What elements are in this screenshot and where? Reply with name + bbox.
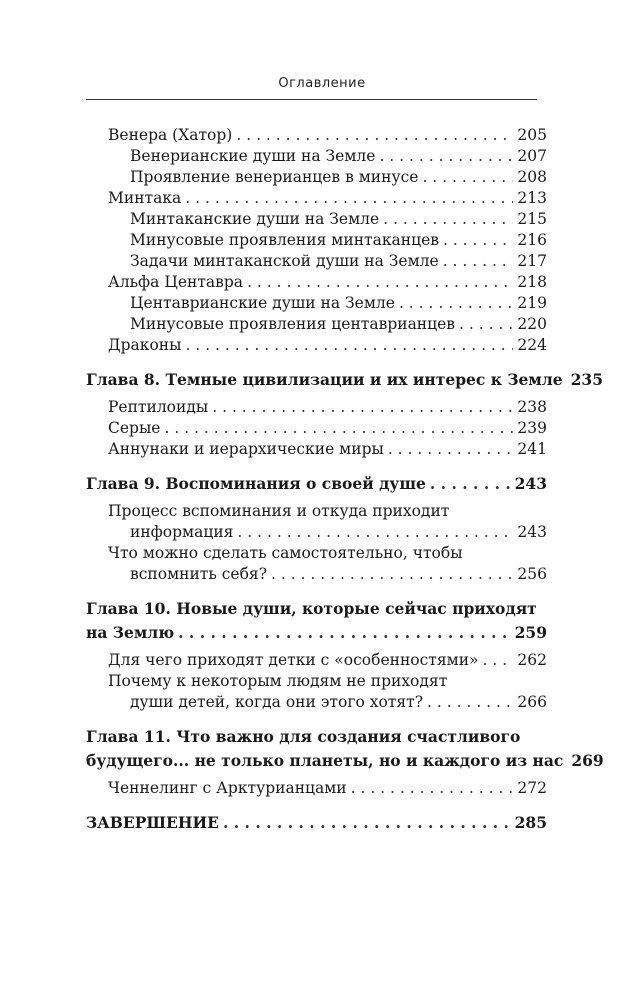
- toc-entry-page: 224: [517, 336, 547, 354]
- toc-entry-mintaka-tasks[interactable]: [86, 251, 547, 272]
- leader-dots: [236, 125, 513, 146]
- toc-entry-page: 262: [517, 651, 547, 669]
- toc-entry-why-not-line1[interactable]: Почему к некоторым людям не приходят: [108, 672, 448, 690]
- leader-dots: [178, 622, 511, 643]
- toc-entry-alpha-centauri[interactable]: [86, 272, 547, 293]
- leader-dots: [247, 272, 513, 293]
- running-header: Оглавление: [278, 76, 366, 91]
- toc-entry-venus-minus[interactable]: [86, 167, 547, 188]
- toc-chapter-page: 285: [514, 813, 547, 832]
- toc-entry-page: 243: [517, 523, 547, 541]
- toc-chapter-title: будущего... не только планеты, но и каждого из нас: [86, 751, 564, 770]
- toc-entry-page: 218: [517, 273, 547, 291]
- toc-chapter-11-line1[interactable]: Глава 11. Что важно для создания счастливого: [86, 727, 521, 746]
- leader-dots: [459, 314, 513, 335]
- leader-dots: [399, 293, 513, 314]
- leader-dots: [185, 335, 513, 356]
- toc-entry-anunnaki[interactable]: [86, 439, 547, 460]
- toc-chapter-page: 259: [514, 623, 547, 642]
- leader-dots: [212, 397, 513, 418]
- toc-entry-page: 238: [517, 398, 547, 416]
- toc-entry-title: Проявление венерианцев в минусе: [130, 168, 419, 186]
- toc-chapter-page: 269: [571, 751, 604, 770]
- toc-entry-title: Для чего приходят детки с «особенностями»: [108, 651, 479, 669]
- toc-entry-title: Венерианские души на Земле: [130, 147, 376, 165]
- toc-entry-page: 239: [517, 419, 547, 437]
- leader-dots: [185, 188, 513, 209]
- toc-chapter-11[interactable]: [86, 750, 604, 774]
- toc-entry-title: Минтаканские души на Земле: [130, 210, 380, 228]
- toc-entry-reptiloids[interactable]: [86, 397, 547, 418]
- toc-entry-title: информация: [130, 523, 234, 541]
- toc-entry-title: Венера (Хатор): [108, 126, 233, 144]
- toc-entry-page: 219: [517, 294, 547, 312]
- toc-entry-page: 208: [517, 168, 547, 186]
- leader-dots: [430, 473, 511, 494]
- toc-entry-page: 213: [517, 189, 547, 207]
- toc-entry-title: Задачи минтаканской души на Земле: [130, 252, 439, 270]
- toc-entry-venus-souls[interactable]: [86, 146, 547, 167]
- leader-dots: [237, 522, 513, 543]
- table-of-contents: [86, 125, 604, 836]
- toc-entry-title: Аннунаки и иерархические миры: [108, 440, 384, 458]
- toc-entry-venus[interactable]: [86, 125, 547, 146]
- toc-entry-greys[interactable]: [86, 418, 547, 439]
- leader-dots: [427, 692, 513, 713]
- toc-entry-what[interactable]: [86, 564, 547, 585]
- leader-dots: [164, 418, 513, 439]
- leader-dots: [443, 251, 514, 272]
- leader-dots: [271, 564, 513, 585]
- toc-entry-mintaka-minus[interactable]: [86, 230, 547, 251]
- toc-entry-page: 207: [517, 147, 547, 165]
- toc-entry-title: Минусовые проявления минтаканцев: [130, 231, 439, 249]
- toc-entry-page: 205: [517, 126, 547, 144]
- toc-entry-page: 256: [517, 565, 547, 583]
- toc-entry-title: души детей, когда они этого хотят?: [130, 693, 424, 711]
- leader-dots: [351, 778, 514, 799]
- toc-entry-title: Центаврианские души на Земле: [130, 294, 395, 312]
- toc-chapter-9[interactable]: [86, 473, 547, 497]
- toc-entry-process-line1[interactable]: Процесс вспоминания и откуда приходит: [108, 502, 450, 520]
- toc-conclusion[interactable]: [86, 812, 547, 836]
- toc-entry-mintaka[interactable]: [86, 188, 547, 209]
- toc-entry-why-not[interactable]: [86, 692, 547, 713]
- toc-entry-page: 220: [517, 315, 547, 333]
- toc-chapter-page: 243: [514, 474, 547, 493]
- toc-chapter-title: ЗАВЕРШЕНИЕ: [86, 813, 219, 832]
- toc-entry-alpha-minus[interactable]: [86, 314, 547, 335]
- toc-entry-what-line1[interactable]: Что можно сделать самостоятельно, чтобы: [108, 544, 463, 562]
- toc-entry-title: Минусовые проявления центаврианцев: [130, 315, 456, 333]
- toc-entry-title: Рептилоиды: [108, 398, 209, 416]
- toc-chapter-title: Глава 8. Темные цивилизации и их интерес к Земле: [86, 370, 563, 389]
- toc-entry-page: 216: [517, 231, 547, 249]
- toc-entry-title: Ченнелинг с Арктурианцами: [108, 779, 347, 797]
- toc-entry-alpha-souls[interactable]: [86, 293, 547, 314]
- toc-entry-page: 217: [517, 252, 547, 270]
- toc-chapter-title: на Землю: [86, 623, 175, 642]
- toc-chapter-page: 235: [570, 370, 603, 389]
- toc-entry-dragons[interactable]: [86, 335, 547, 356]
- toc-entry-why-kids[interactable]: [86, 650, 547, 671]
- toc-entry-process[interactable]: [86, 522, 547, 543]
- toc-entry-title: вспомнить себя?: [130, 565, 268, 583]
- toc-entry-title: Драконы: [108, 336, 182, 354]
- toc-chapter-title: Глава 9. Воспоминания о своей душе: [86, 474, 426, 493]
- leader-dots: [383, 209, 513, 230]
- toc-entry-page: 215: [517, 210, 547, 228]
- toc-entry-page: 272: [517, 779, 547, 797]
- leader-dots: [379, 146, 513, 167]
- toc-entry-page: 241: [517, 440, 547, 458]
- toc-chapter-8[interactable]: [86, 369, 603, 393]
- leader-dots: [388, 439, 514, 460]
- leader-dots: [422, 167, 513, 188]
- toc-entry-title: Альфа Центавра: [108, 273, 244, 291]
- toc-entry-title: Серые: [108, 419, 161, 437]
- leader-dots: [483, 650, 514, 671]
- toc-chapter-10-line1[interactable]: Глава 10. Новые души, которые сейчас приходят: [86, 599, 537, 618]
- toc-chapter-10[interactable]: [86, 622, 547, 646]
- header-rule: [86, 99, 537, 100]
- toc-entry-title: Минтака: [108, 189, 182, 207]
- leader-dots: [443, 230, 513, 251]
- toc-entry-channeling[interactable]: [86, 778, 547, 799]
- toc-entry-page: 266: [517, 693, 547, 711]
- toc-entry-mintaka-souls[interactable]: [86, 209, 547, 230]
- leader-dots: [223, 812, 511, 833]
